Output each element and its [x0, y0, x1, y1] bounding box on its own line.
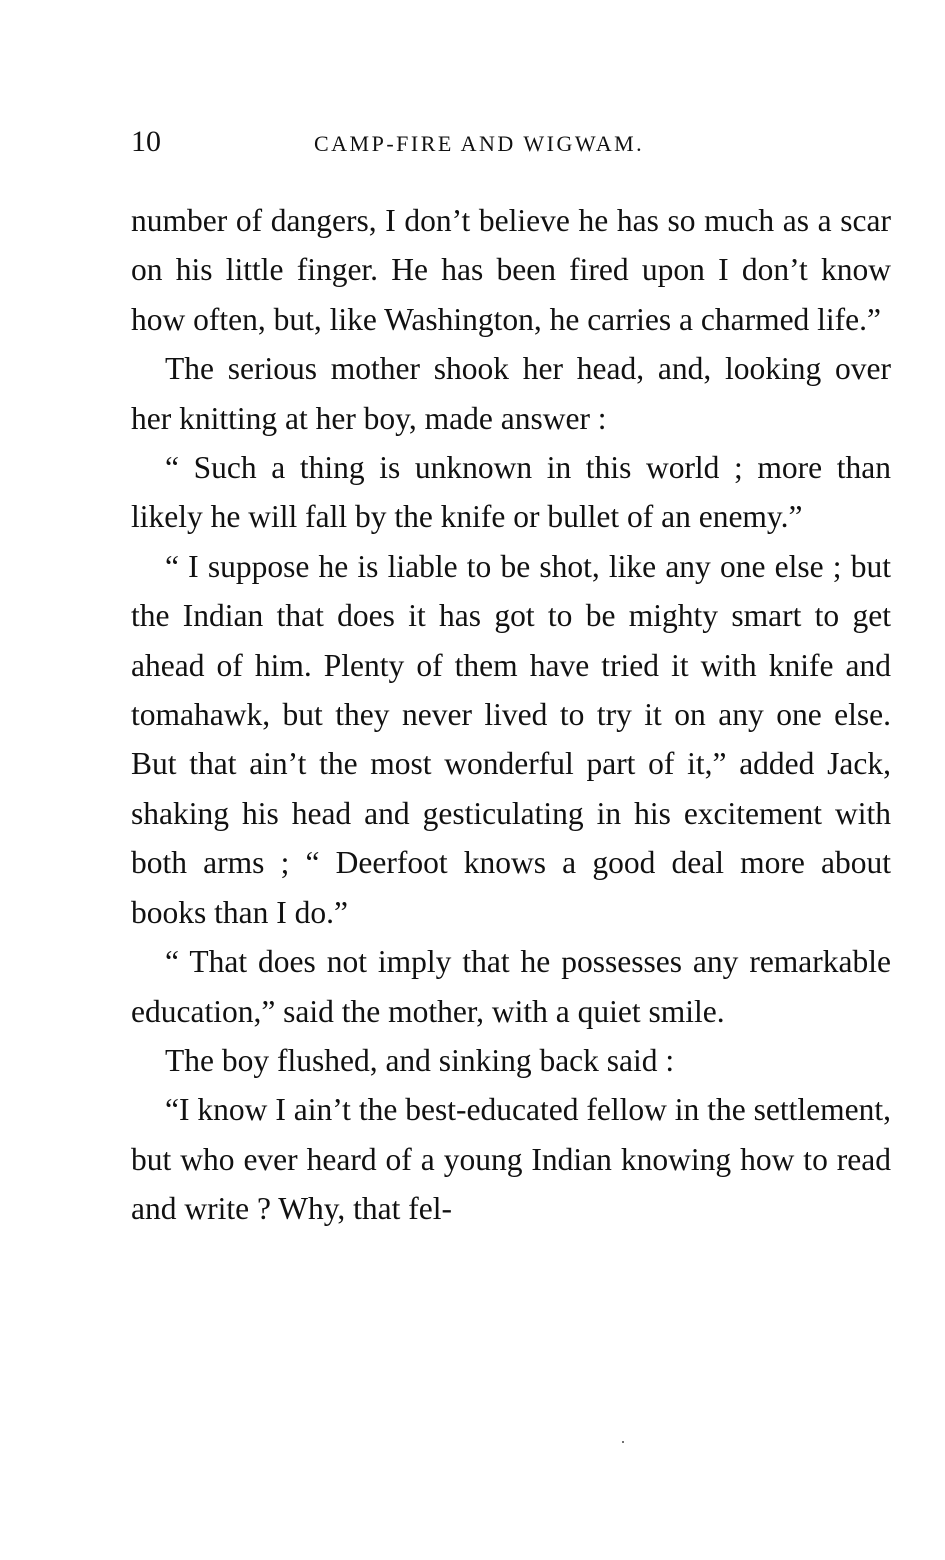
body-text — [131, 196, 891, 1234]
print-speck — [622, 1441, 624, 1443]
page-header — [131, 122, 891, 162]
running-title: CAMP-FIRE AND WIGWAM. — [314, 131, 645, 156]
paragraph: “I know I ain’t the best-educated fellow in the settlement, but who ever heard of a young Indian knowing how to read and write ? Why, that fel- — [131, 1092, 891, 1227]
paragraph: “ Such a thing is unknown in this world ; more than likely he will fall by the knife or bullet of an enemy.” — [131, 450, 891, 535]
paragraph: “ I suppose he is liable to be shot, like any one else ; but the Indian that does it has got to be mighty smart to get ahead of him. Plenty of them have tried it with knife and tomahawk, but they never lived to try it on any one else. But that ain’t the most wonderful part of it,” added Jack, shaking his head and gesticulating in his excitement with both arms ; “ Deerfoot knows a good deal more about books than I do.” — [131, 548, 891, 930]
paragraph: The serious mother shook her head, and, looking over her knitting at her boy, made answer : — [131, 351, 891, 436]
paragraph: The boy flushed, and sinking back said : — [165, 1042, 675, 1078]
paragraph-continuation: number of dangers, I don’t believe he has so much as a scar on his little finger. He has been fired upon I don’t know how often, but, like Washington, he carries a charmed life.” — [131, 203, 891, 337]
page-number: 10 — [131, 125, 161, 158]
paragraph: “ That does not imply that he possesses any remarkable education,” said the mother, with a quiet smile. — [131, 944, 891, 1029]
